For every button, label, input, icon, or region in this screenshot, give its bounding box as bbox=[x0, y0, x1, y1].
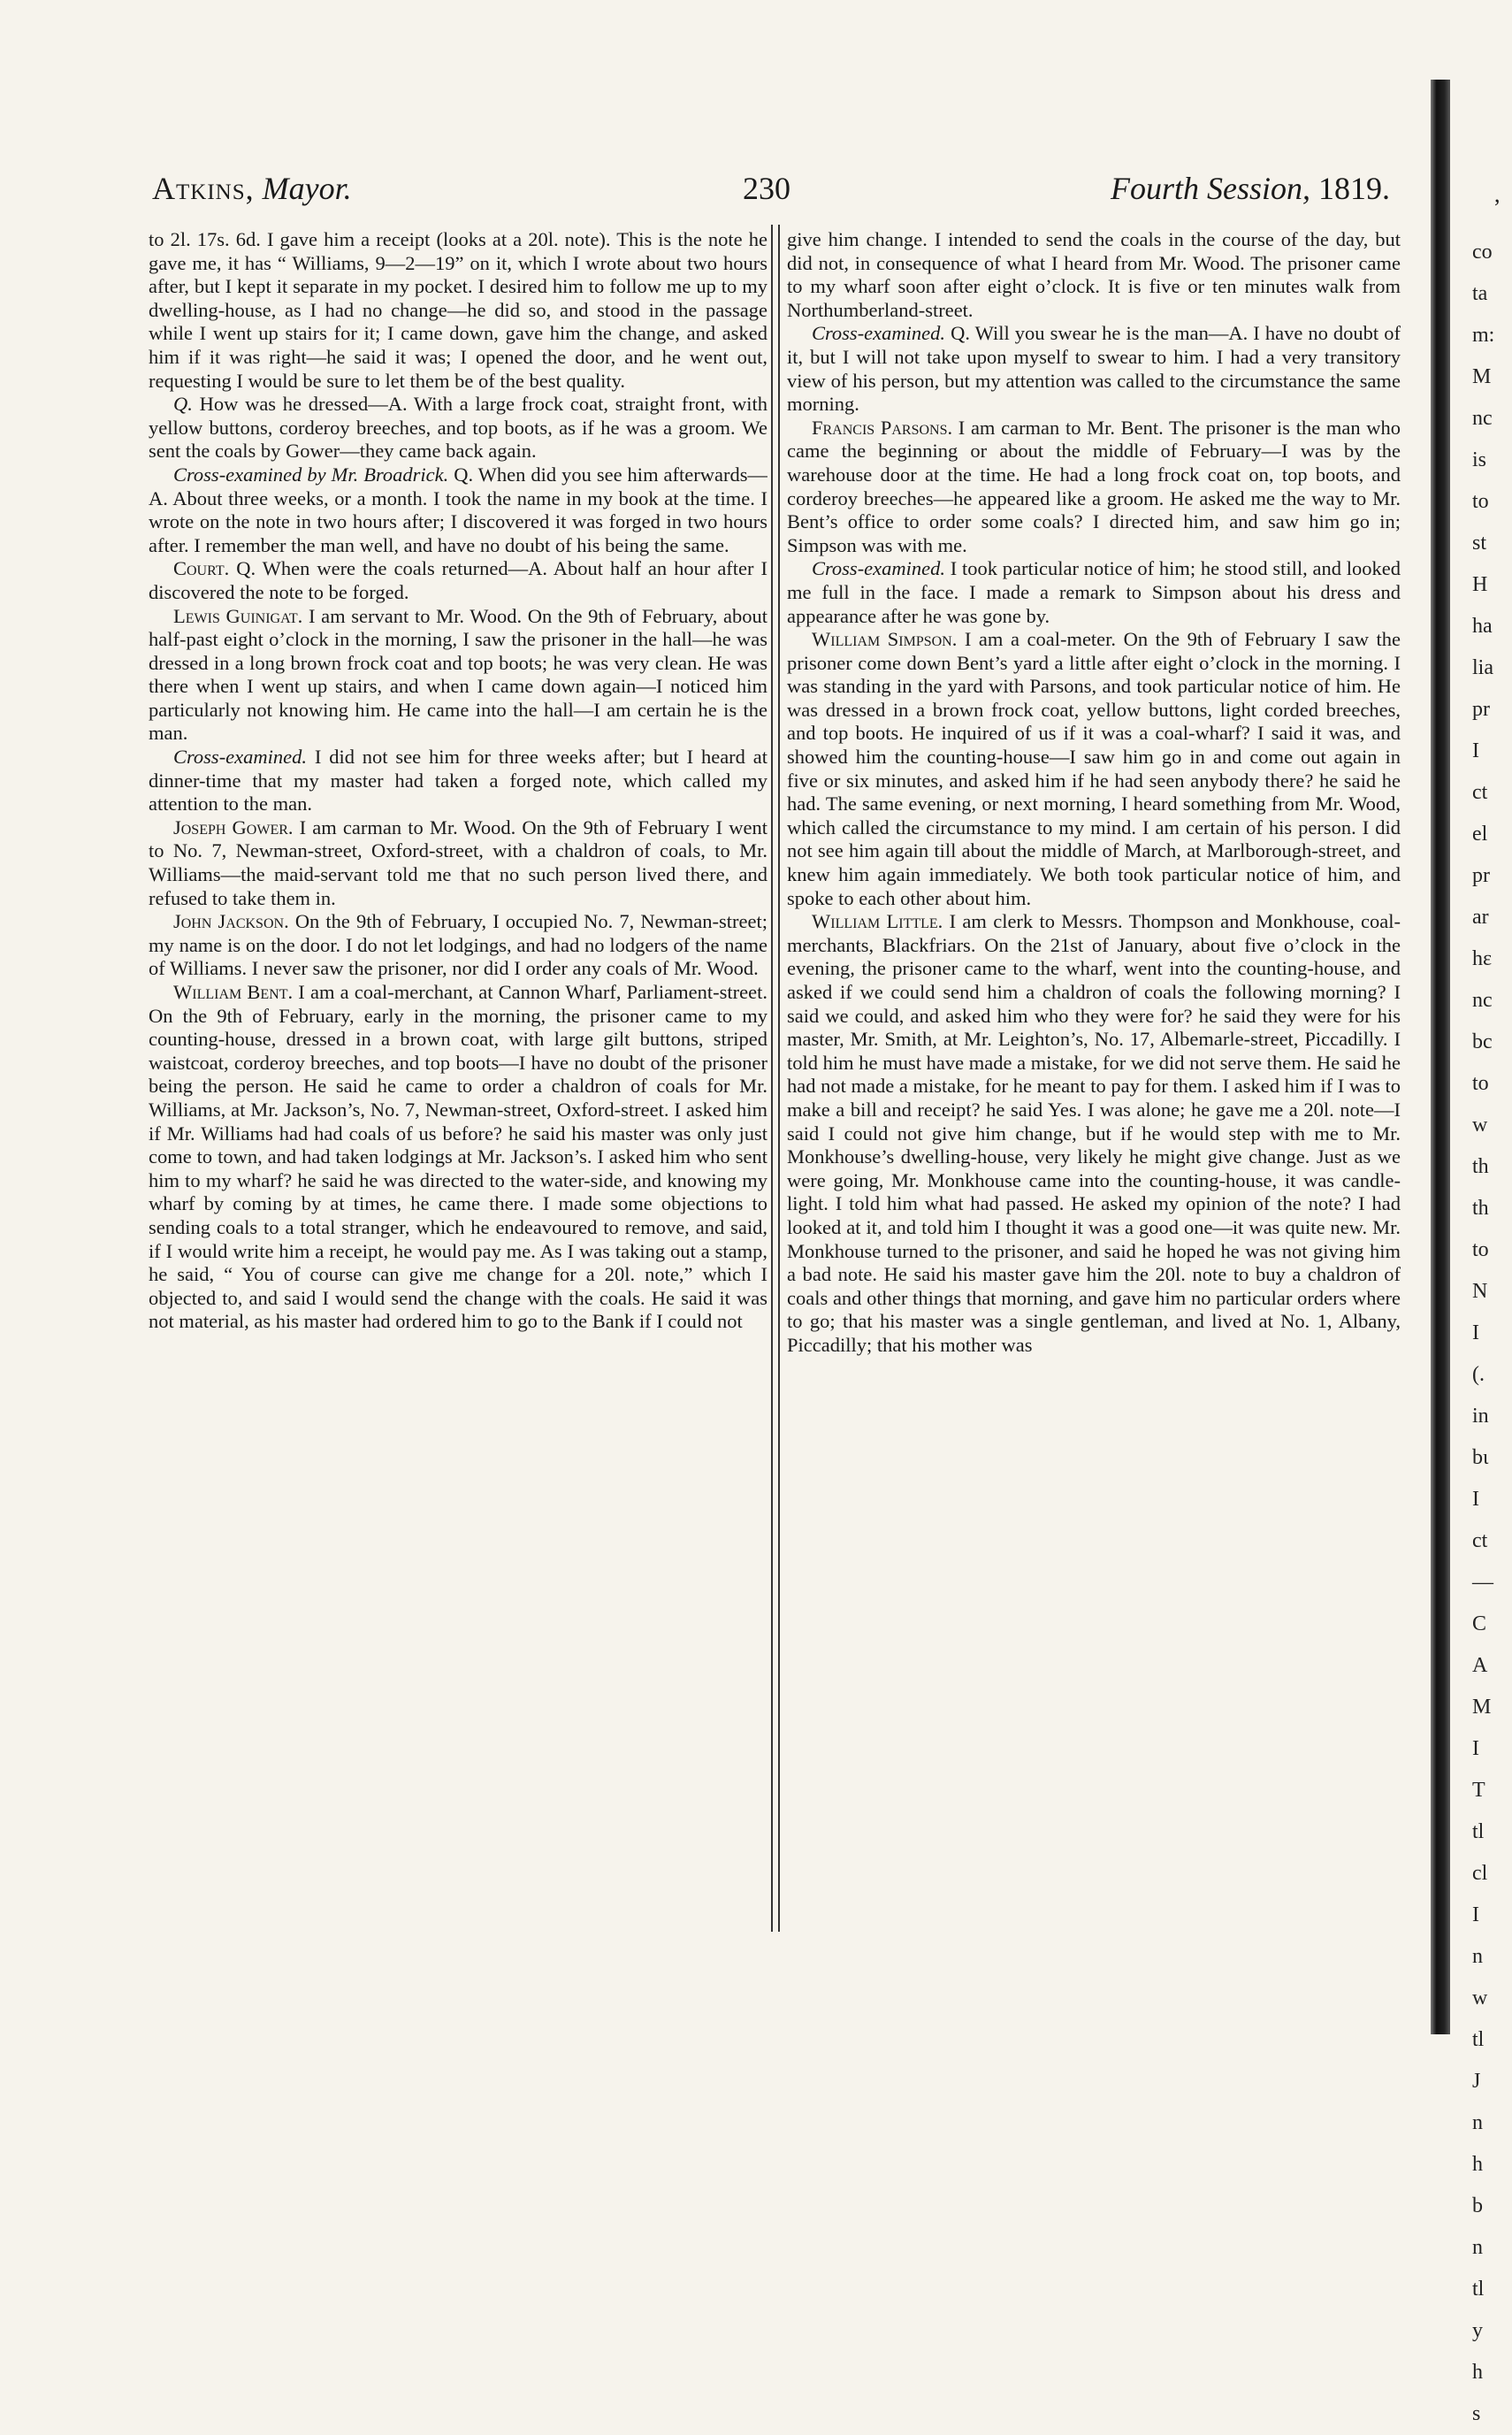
speaker-lead: Cross-examined. bbox=[812, 557, 946, 580]
margin-fragment: ar bbox=[1472, 906, 1489, 929]
paragraph bbox=[787, 417, 1401, 558]
margin-fragment: ha bbox=[1472, 615, 1493, 638]
margin-fragment: ct bbox=[1472, 781, 1488, 804]
margin-fragment: pr bbox=[1472, 698, 1490, 721]
paragraph-text: to 2l. 17s. 6d. I gave him a receipt (looks at a 20l. note). This is the note he gave me, it has “ Williams, 9—2—19” on it, which I wrote about two hours after, but I kept it separate in my pocket. I desired him to follow me up to my dwelling-house, as I had no change—he did so, and stood in the passage while I went up stairs for it; I came down, gave him the change, and asked him if it was right—he said it was; I opened the door, and he went out, requesting I would be sure to let them be of the best quality. bbox=[149, 228, 767, 392]
paragraph-text: I am carman to Mr. Wood. On the 9th of February I went to No. 7, Newman-street, Oxford-street, with a chaldron of coals, to Mr. Williams—the maid-servant told me that no such person lived there, and refused to take them in. bbox=[149, 815, 767, 909]
right-column bbox=[787, 228, 1401, 1926]
margin-fragment: to bbox=[1472, 1238, 1489, 1261]
speaker-lead: Francis Parsons. bbox=[812, 416, 953, 439]
speaker-lead: Q. bbox=[173, 393, 193, 416]
column-rule bbox=[771, 225, 773, 1932]
margin-fragment: hε bbox=[1472, 947, 1493, 970]
margin-fragment: n bbox=[1472, 2111, 1483, 2134]
paragraph-text: On the 9th of February, I occupied No. 7, Newman-street; my name is on the door. I do not let lodgings, and had no lodgers of the name of Williams. I never saw the prisoner, nor did I order any coals of Mr. Wood. bbox=[149, 910, 767, 980]
paragraph-text: give him change. I intended to send the coals in the course of the day, but did not, in consequence of what I heard from Mr. Wood. The prisoner came to my wharf soon after eight o’clock. It is five or ten minutes walk from Northumberland-street. bbox=[787, 228, 1401, 321]
column-rule bbox=[778, 225, 780, 1932]
margin-fragment: to bbox=[1472, 490, 1489, 513]
margin-fragment: (. bbox=[1472, 1363, 1485, 1386]
margin-fragment: M bbox=[1472, 1696, 1492, 1719]
paragraph bbox=[149, 605, 767, 747]
margin-fragment: h bbox=[1472, 2153, 1483, 2176]
speaker-lead: Court. bbox=[173, 557, 230, 580]
margin-fragment: tl bbox=[1472, 2278, 1485, 2301]
margin-fragment: m: bbox=[1472, 324, 1495, 347]
margin-fragment: th bbox=[1472, 1155, 1489, 1178]
margin-fragment: H bbox=[1472, 573, 1488, 596]
paragraph-text: I am clerk to Messrs. Thompson and Monkhouse, coal-merchants, Blackfriars. On the 21st of January, about five o’clock in the evening, the prisoner came to the wharf, went into the counting-house, and asked if we could send him a chaldron of coals the following morning? I said we could, and asked him who they were for? he said they were for his master, Mr. Smith, at Mr. Leighton’s, No. 17, Albemarle-street, Piccadilly. I told him he must have made a mistake, for we did not serve them. He said he had not made a mistake, for he meant to pay for them. I asked him if I was to make a bill and receipt? he said Yes. I was alone; he gave me a 20l. note—I said I could not give him change, but if he would step with me to Mr. Monkhouse’s dwelling-house, very likely he might give change. Just as we were going, Mr. Monkhouse came into the counting-house, it was candle-light. I told him what had passed. He asked my opinion of the note? I had looked at it, and told him I thought it was a good one—it was quite new. Mr. Monkhouse turned to the prisoner, and said he hoped he was not giving him a bad note. He said his master gave him the 20l. note to buy a chaldron of coals and other things that morning, and gave him no particular orders where to go; that his master was a single gentleman, and lived at No. 1, Albany, Piccadilly; that his mother was bbox=[787, 910, 1401, 1356]
margin-fragment: ct bbox=[1472, 1529, 1488, 1552]
margin-fragment: I bbox=[1472, 739, 1479, 762]
paragraph bbox=[787, 322, 1401, 416]
speaker-lead: John Jackson. bbox=[173, 910, 289, 933]
margin-fragment: pr bbox=[1472, 864, 1490, 887]
margin-fragment: C bbox=[1472, 1612, 1487, 1635]
session-label: Fourth Session, bbox=[1110, 171, 1310, 206]
binding-edge-shadow bbox=[1431, 80, 1450, 2034]
adjacent-page-fragments bbox=[1472, 232, 1508, 2435]
speaker-lead: William Simpson. bbox=[812, 628, 958, 651]
margin-fragment: I bbox=[1472, 1321, 1479, 1344]
paragraph bbox=[787, 228, 1401, 322]
margin-mark: , bbox=[1494, 181, 1501, 207]
margin-fragment: is bbox=[1472, 448, 1487, 471]
margin-fragment: tl bbox=[1472, 1820, 1485, 1843]
paragraph-text: I did not see him for three weeks after; but I heard at dinner-time that my master had taken a forged note, which called my attention to the man. bbox=[149, 746, 767, 815]
session-year: 1819. bbox=[1318, 171, 1390, 206]
margin-fragment: ta bbox=[1472, 282, 1488, 305]
margin-fragment: N bbox=[1472, 1280, 1488, 1303]
margin-fragment: to bbox=[1472, 1072, 1489, 1095]
margin-fragment: — bbox=[1472, 1571, 1493, 1594]
paragraph bbox=[149, 557, 767, 604]
margin-fragment: I bbox=[1472, 1903, 1479, 1926]
margin-fragment: b bbox=[1472, 2194, 1483, 2217]
paragraph bbox=[149, 746, 767, 816]
paragraph bbox=[149, 981, 767, 1334]
paragraph-text: I am a coal-merchant, at Cannon Wharf, Parliament-street. On the 9th of February, early in the morning, the prisoner came to my counting-house, dressed in a brown coat, with large gilt buttons, striped waistcoat, corderoy breeches, and top boots—I have no doubt of the prisoner being the person. He said he came to order a chaldron of coals for Mr. Williams, at Mr. Jackson’s, No. 7, Newman-street, Oxford-street. I asked him if Mr. Williams had had coals of us before? he said his master was only just come to town, and had taken lodgings at Mr. Jackson’s. I asked him who sent him to my wharf? he said he was directed to the water-side, and knowing my wharf by coming by at times, he came there. I made some objections to sending coals to a total stranger, which he endeavoured to remove, and said, if I would write him a receipt, he would pay me. As I was taking out a stamp, he said, “ You of course can give me change for a 20l. note,” which I objected to, and said I would send the change with the coals. He said it was not material, as his master had ordered him to go to the Bank if I could not bbox=[149, 981, 767, 1333]
paragraph bbox=[787, 557, 1401, 628]
margin-fragment: I bbox=[1472, 1737, 1479, 1760]
margin-fragment: lia bbox=[1472, 656, 1493, 679]
paragraph bbox=[149, 910, 767, 981]
paragraph bbox=[149, 228, 767, 393]
paragraph bbox=[149, 393, 767, 463]
margin-fragment: I bbox=[1472, 1488, 1479, 1511]
margin-fragment: h bbox=[1472, 2361, 1483, 2384]
paragraph-text: How was he dressed—A. With a large frock coat, straight front, with yellow buttons, corderoy breeches, and top boots, as if he was a groom. We sent the coals by Gower—they came back again. bbox=[149, 393, 767, 463]
paragraph-text: I am carman to Mr. Bent. The prisoner is the man who came the beginning or about the middle of February—I was by the warehouse door at the time. He had a long frock coat on, top boots, and corderoy breeches—he appeared like a groom. He asked me the way to Mr. Bent’s office to order some coals? I directed him, and saw him go in; Simpson was with me. bbox=[787, 416, 1401, 556]
speaker-lead: Cross-examined. bbox=[812, 322, 946, 345]
margin-fragment: w bbox=[1472, 1987, 1488, 2010]
margin-fragment: J bbox=[1472, 2070, 1481, 2093]
paragraph bbox=[787, 910, 1401, 1357]
page-number: 230 bbox=[743, 171, 790, 206]
page-header bbox=[152, 166, 1390, 211]
margin-fragment: w bbox=[1472, 1114, 1488, 1137]
margin-fragment: co bbox=[1472, 241, 1493, 264]
speaker-lead: William Little. bbox=[812, 910, 943, 933]
margin-fragment: bι bbox=[1472, 1446, 1489, 1469]
paragraph-text: Q. Will you swear he is the man—A. I have no doubt of it, but I will not take upon myself to swear to him. I had a very transitory view of his person, but my attention was called to the circumstance the same morning. bbox=[787, 322, 1401, 416]
margin-fragment: M bbox=[1472, 365, 1492, 388]
paragraph-text: Q. When did you see him afterwards—A. About three weeks, or a month. I took the name in my book at the time. I wrote on the note in two hours after; I discovered it was forged in two hours after. I remember the man well, and have no doubt of his being the same. bbox=[149, 463, 767, 556]
running-head-right bbox=[1111, 166, 1390, 211]
margin-fragment: y bbox=[1472, 2319, 1483, 2342]
margin-fragment: T bbox=[1472, 1779, 1485, 1802]
speaker-lead: Cross-examined by Mr. Broadrick. bbox=[173, 463, 449, 486]
margin-fragment: nc bbox=[1472, 989, 1493, 1012]
margin-fragment: s bbox=[1472, 2402, 1481, 2425]
paragraph-text: Q. When were the coals returned—A. About half an hour after I discovered the note to be forged. bbox=[149, 557, 767, 603]
speaker-lead: Cross-examined. bbox=[173, 746, 308, 769]
paragraph-text: I took particular notice of him; he stood still, and looked me full in the face. I made a remark to Simpson about his dress and appearance after he was gone by. bbox=[787, 557, 1401, 627]
speaker-lead: Joseph Gower. bbox=[173, 815, 294, 838]
paragraph bbox=[787, 628, 1401, 910]
running-head-left bbox=[152, 166, 352, 211]
margin-fragment: n bbox=[1472, 2236, 1483, 2259]
mayor-name: Atkins, bbox=[152, 171, 255, 206]
margin-fragment: nc bbox=[1472, 407, 1493, 430]
paragraph bbox=[149, 463, 767, 557]
left-column bbox=[149, 228, 767, 1926]
margin-fragment: th bbox=[1472, 1197, 1489, 1220]
margin-fragment: in bbox=[1472, 1405, 1489, 1428]
margin-fragment: st bbox=[1472, 532, 1487, 555]
paragraph bbox=[149, 816, 767, 910]
speaker-lead: William Bent. bbox=[173, 981, 294, 1003]
margin-fragment: A bbox=[1472, 1654, 1488, 1677]
margin-fragment: bc bbox=[1472, 1030, 1493, 1053]
margin-fragment: n bbox=[1472, 1945, 1483, 1968]
speaker-lead: Lewis Guinigat. bbox=[173, 604, 303, 627]
margin-fragment: tl bbox=[1472, 2028, 1485, 2051]
paragraph-text: I am servant to Mr. Wood. On the 9th of February, about half-past eight o’clock in the morning, I saw the prisoner in the hall—he was dressed in a long brown frock coat and top boots; he was very clean. He was there when I went up stairs, and when I came down again—I noticed him particularly not knowing him. He came into the hall—I am certain he is the man. bbox=[149, 604, 767, 745]
margin-fragment: cl bbox=[1472, 1862, 1488, 1885]
paragraph-text: I am a coal-meter. On the 9th of February I saw the prisoner come down Bent’s yard a little after eight o’clock in the morning. I was standing in the yard with Parsons, and took particular notice of him. He was dressed in a brown frock coat, yellow buttons, light corded breeches, and top boots. He inquired of us if it was a coal-wharf? I said it was, and showed him the counting-house—I saw him go in and come out again in five or six minutes, and asked him if he had seen anybody there? he said he had. The same evening, or next morning, I heard something from Mr. Wood, which called the circumstance to my mind. I am certain of his person. I did not see him again till about the middle of March, at Marlborough-street, and knew him again immediately. We both took particular notice of him, and spoke to each other about him. bbox=[787, 628, 1401, 909]
margin-fragment: el bbox=[1472, 823, 1488, 846]
mayor-title: Mayor. bbox=[262, 171, 352, 206]
